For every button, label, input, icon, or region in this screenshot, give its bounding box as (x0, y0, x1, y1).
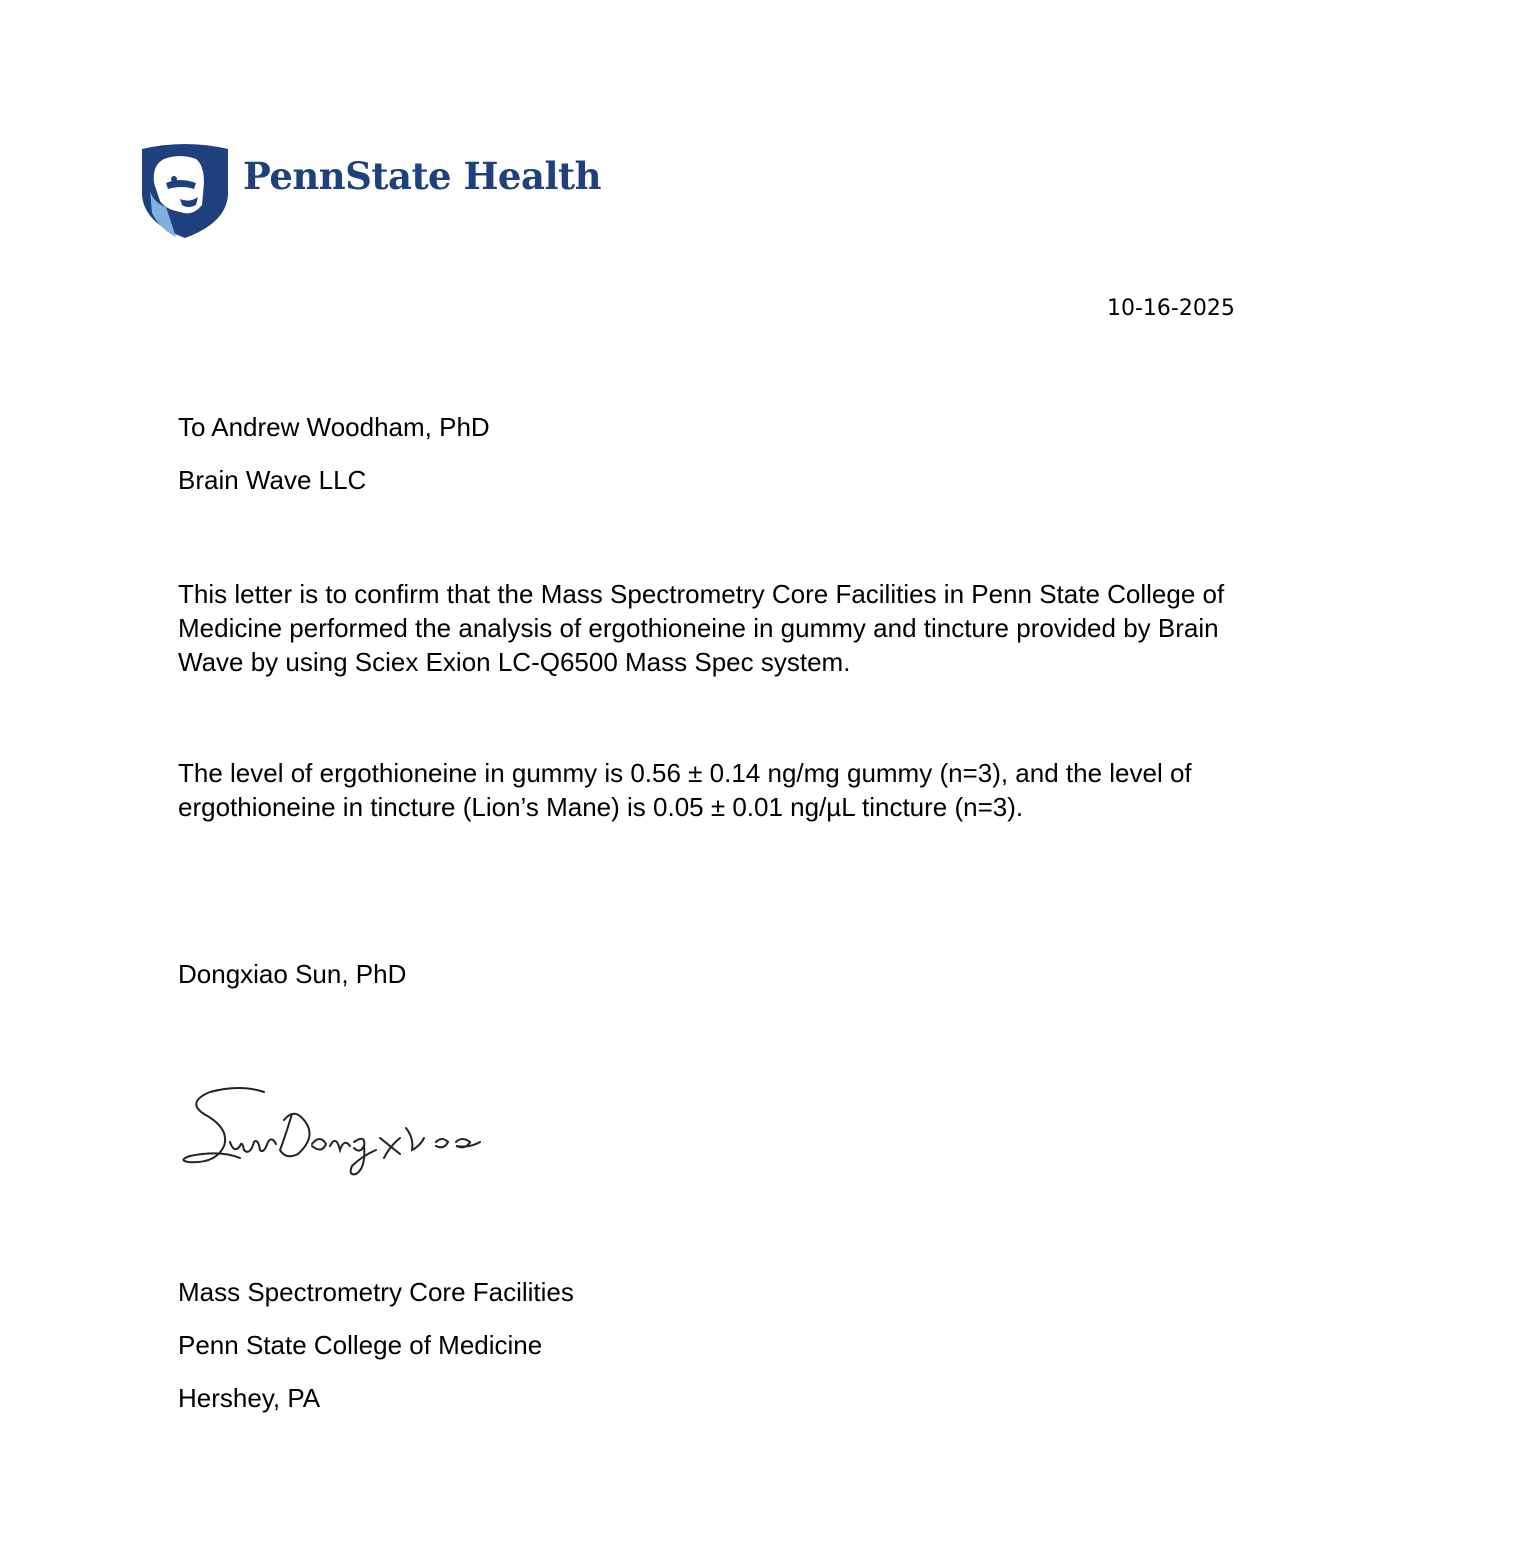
text-line: This letter is to confirm that the Mass Spectrometry Core Facilities in Penn State College of (178, 579, 1225, 609)
signer-name: Dongxiao Sun, PhD (178, 959, 407, 989)
nittany-lion-shield-icon (140, 143, 230, 239)
recipient-organization: Brain Wave LLC (178, 465, 367, 495)
location: Hershey, PA (178, 1383, 321, 1413)
text-line: The level of ergothioneine in gummy is 0.56 ± 0.14 ng/mg gummy (n=3), and the level of (178, 758, 1192, 788)
facility-name: Mass Spectrometry Core Facilities (178, 1277, 574, 1307)
text-line: Wave by using Sciex Exion LC-Q6500 Mass Spec system. (178, 647, 851, 677)
penn-state-health-logo (140, 143, 230, 244)
text-line: ergothioneine in tincture (Lion’s Mane) is 0.05 ± 0.01 ng/µL tincture (n=3). (178, 792, 1024, 822)
body-paragraph-1 (178, 577, 1224, 679)
handwritten-signature (180, 1080, 540, 1185)
institution-name: Penn State College of Medicine (178, 1330, 543, 1360)
recipient-name: To Andrew Woodham, PhD (178, 412, 490, 442)
text-line: Medicine performed the analysis of ergothioneine in gummy and tincture provided by Brain (178, 613, 1219, 643)
body-paragraph-2 (178, 756, 1192, 824)
letter-date: 10-16-2025 (1107, 296, 1235, 321)
logo-text: PennState Health (243, 154, 601, 198)
